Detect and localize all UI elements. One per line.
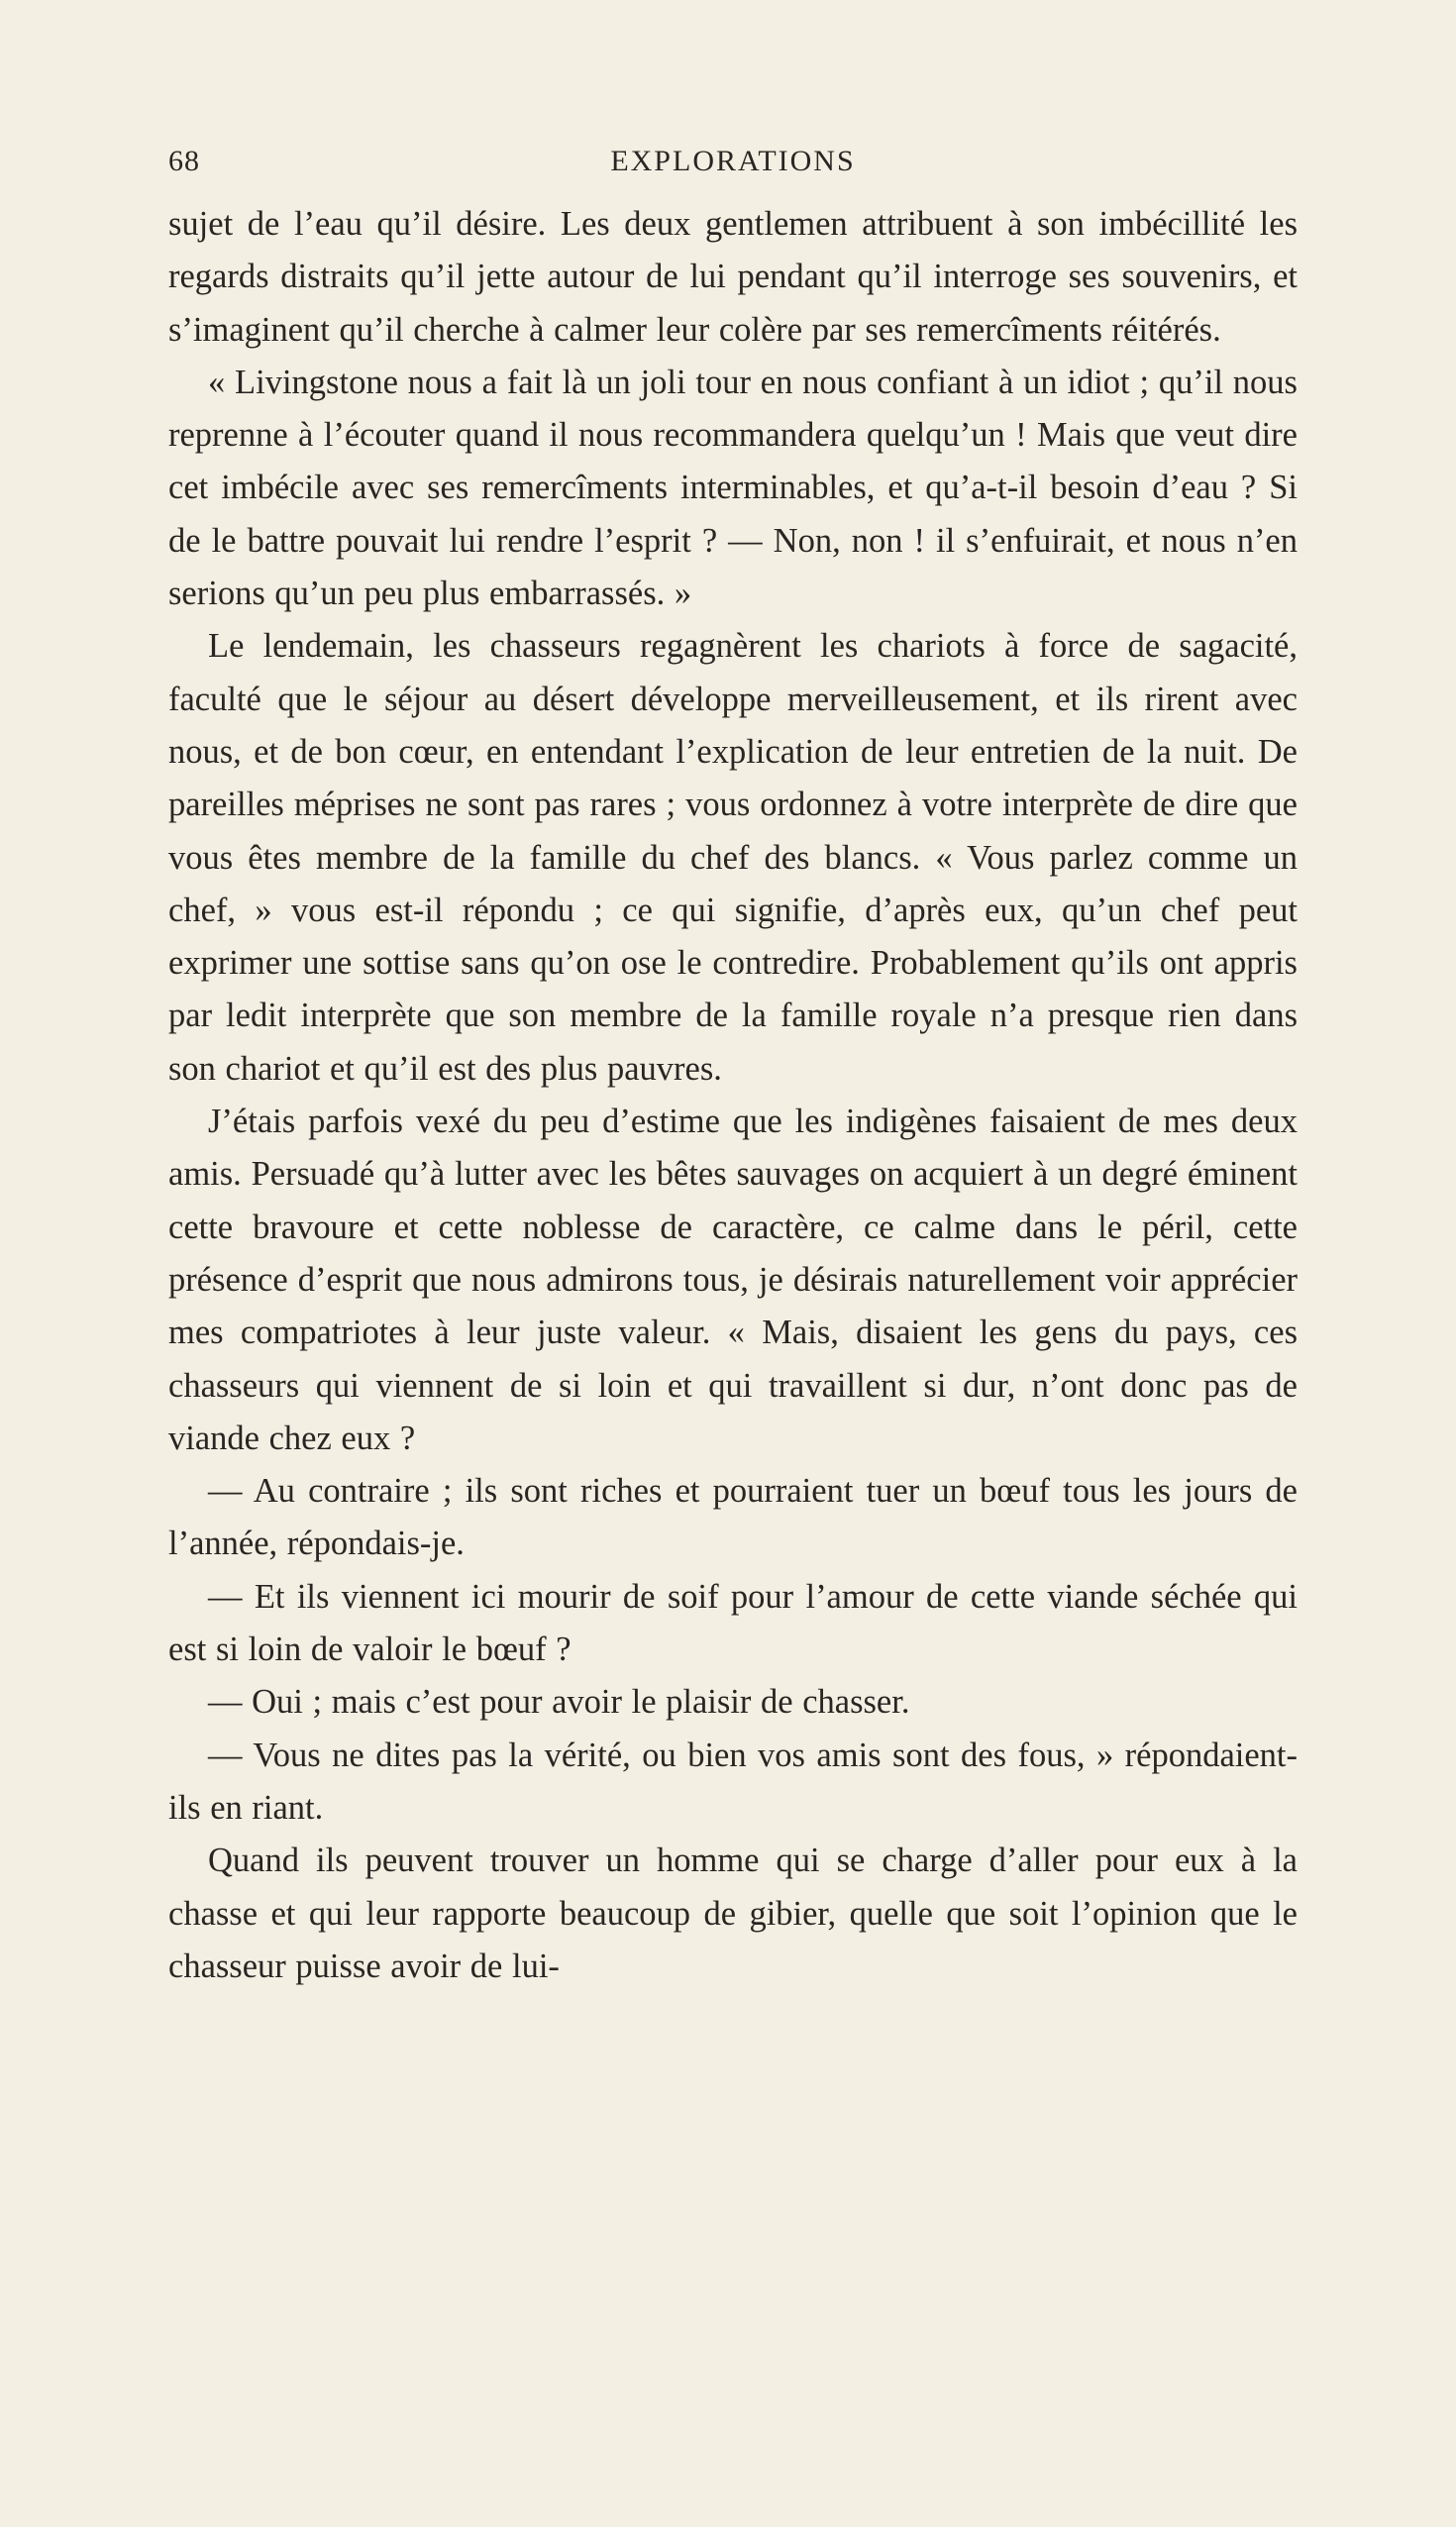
dialogue-line-3: — Oui ; mais c’est pour avoir le plaisir de chasser.	[208, 1683, 910, 1722]
body-text	[168, 198, 1298, 1993]
paragraph-hunters-quote: « Livingstone nous a fait là un joli tour en nous confiant à un idiot ; qu’il nous reprenne à l’écouter quand il nous recommandera quelqu’un ! Mais que veut dire cet imbécile avec ses remercîments interminables, et qu’a-t-il besoin d’eau ? Si de le battre pouvait lui rendre l’esprit ? — Non, non ! il s’enfuirait, et nous n’en serions qu’un peu plus embarrassés. »	[168, 363, 1298, 613]
running-title: EXPLORATIONS	[610, 145, 856, 177]
paragraph-next-day: Le lendemain, les chasseurs regagnèrent les chariots à force de sagacité, faculté que le séjour au désert développe merveilleusement, et ils rirent avec nous, et de bon cœur, en entendant l’explication de leur entretien de la nuit. De pareilles méprises ne sont pas rares ; vous ordonnez à votre interprète de dire que vous êtes membre de la famille du chef des blancs. « Vous parlez comme un chef, » vous est-il répondu ; ce qui signifie, d’après eux, qu’un chef peut exprimer une sottise sans qu’on ose le contredire. Probablement qu’ils ont appris par ledit interprète que son membre de la famille royale n’a presque rien dans son chariot et qu’il est des plus pauvres.	[168, 627, 1298, 1088]
dialogue-line-4: — Vous ne dites pas la vérité, ou bien vos amis sont des fous, » répondaient-ils en riant.	[168, 1736, 1298, 1827]
dialogue-line-2: — Et ils viennent ici mourir de soif pour l’amour de cette viande séchée qui est si loin de valoir le bœuf ?	[168, 1577, 1298, 1669]
dialogue-line-1: — Au contraire ; ils sont riches et pourraient tuer un bœuf tous les jours de l’année, répondais-je.	[168, 1472, 1298, 1563]
running-head	[168, 142, 1298, 181]
paragraph-esteem: J’étais parfois vexé du peu d’estime que les indigènes faisaient de mes deux amis. Persuadé qu’à lutter avec les bêtes sauvages on acquiert à un degré éminent cette bravoure et cette noblesse de caractère, ce calme dans le péril, cette présence d’esprit que nous admirons tous, je désirais naturellement voir apprécier mes compatriotes à leur juste valeur. « Mais, disaient les gens du pays, ces chasseurs qui viennent de si loin et qui travaillent si dur, n’ont donc pas de viande chez eux ?	[168, 1103, 1298, 1457]
paragraph-continuation: sujet de l’eau qu’il désire. Les deux gentlemen attribuent à son imbécillité les regards distraits qu’il jette autour de lui pendant qu’il interroge ses souvenirs, et s’imaginent qu’il cherche à calmer leur colère par ses remercîments réitérés.	[168, 205, 1298, 349]
page-number: 68	[168, 145, 200, 177]
paragraph-final: Quand ils peuvent trouver un homme qui se charge d’aller pour eux à la chasse et qui leur rapporte beaucoup de gibier, quelle que soit l’opinion que le chasseur puisse avoir de lui-	[168, 1842, 1298, 1985]
